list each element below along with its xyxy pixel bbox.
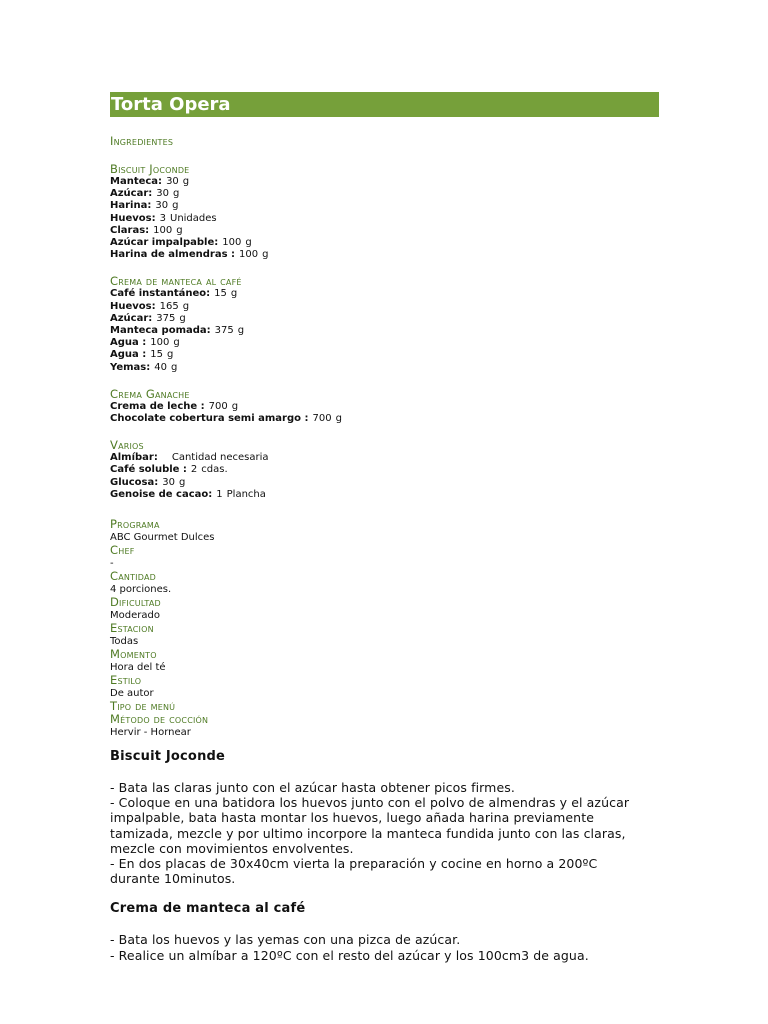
meta-value: 4 porciones. — [110, 584, 172, 596]
ingredient-row — [110, 249, 659, 261]
ingredient-unit: g — [166, 349, 174, 361]
recipe-steps — [110, 749, 659, 963]
ingredient-row — [110, 213, 659, 225]
ingredient-unit: g — [182, 300, 190, 312]
ingredient-row — [110, 176, 659, 188]
ingredient-unit: Plancha — [226, 488, 266, 500]
ingredient-row — [110, 489, 659, 501]
ingredient-unit: g — [182, 176, 190, 187]
meta-label: Dificultad — [110, 595, 161, 610]
ingredient-qty: Cantidad necesaria — [171, 452, 269, 464]
meta-value: De autor — [110, 688, 154, 700]
ingredient-qty: 2 — [190, 464, 198, 476]
ingredient-qty: 165 — [159, 300, 179, 312]
step-line: durante 10minutos. — [110, 871, 236, 887]
ingredient-name: Claras: — [110, 224, 150, 236]
meta-label: Estacion — [110, 621, 154, 636]
ingredient-qty: 15 — [214, 288, 227, 300]
ingredient-unit: g — [170, 361, 178, 373]
step-line: - Bata los huevos y las yemas con una pizca de azúcar. — [110, 932, 461, 948]
ingredient-qty: 700 — [312, 413, 332, 425]
ingredient-row — [110, 464, 659, 476]
ingredient-name: Azúcar: — [110, 188, 153, 200]
meta-value: Moderado — [110, 610, 160, 622]
ingredient-qty: 3 — [159, 212, 166, 224]
step-heading: Crema de manteca al café — [110, 901, 306, 917]
ingredient-name: Genoise de cacao: — [110, 488, 213, 500]
meta-label: Método de cocción — [110, 712, 209, 727]
ingredient-row — [110, 225, 659, 237]
ingredient-section-heading: Crema Ganache — [110, 386, 190, 401]
ingredient-row — [110, 413, 659, 425]
step-line: - En dos placas de 30x40cm vierta la preparación y cocine en horno a 200ºC — [110, 856, 598, 872]
ingredient-qty: 100 — [150, 337, 170, 349]
ingredient-name: Agua : — [110, 337, 147, 349]
ingredient-name: Café instantáneo: — [110, 288, 211, 300]
ingredient-row — [110, 188, 659, 200]
ingredient-qty: 700 — [208, 400, 228, 412]
step-line: - Realice un almíbar a 120ºC con el resto del azúcar y los 100cm3 de agua. — [110, 947, 589, 963]
meta-value: Todas — [110, 636, 139, 648]
recipe-meta — [110, 518, 659, 739]
ingredient-name: Azúcar: — [110, 312, 153, 324]
ingredient-section-heading: Crema de manteca al café — [110, 274, 242, 289]
ingredient-unit: g — [173, 337, 180, 349]
ingredient-name: Glucosa: — [110, 476, 159, 488]
ingredient-unit: g — [245, 237, 252, 249]
ingredient-unit: Unidades — [170, 212, 217, 224]
step-line: tamizada, mezcle y por ultimo incorpore la manteca fundida junto con las claras, — [110, 825, 626, 841]
ingredient-unit: g — [173, 188, 180, 200]
meta-label: Tipo de menú — [110, 699, 176, 714]
ingredients-label: Ingredientes — [110, 134, 174, 148]
meta-value: ABC Gourmet Dulces — [110, 532, 215, 544]
ingredient-row — [110, 452, 659, 464]
ingredient-qty: 1 — [216, 488, 223, 500]
ingredient-unit: g — [230, 288, 238, 300]
ingredient-name: Agua : — [110, 349, 147, 361]
ingredient-qty: 375 — [214, 325, 234, 337]
ingredient-name: Azúcar impalpable: — [110, 237, 219, 249]
ingredient-qty: 30 — [155, 200, 169, 212]
ingredient-section-heading: Varios — [110, 438, 144, 453]
ingredient-qty: 30 — [162, 476, 175, 488]
ingredient-row — [110, 288, 659, 300]
ingredient-name: Manteca pomada: — [110, 325, 211, 337]
ingredient-row — [110, 477, 659, 489]
meta-label: Momento — [110, 647, 157, 662]
ingredient-row — [110, 401, 659, 413]
step-line: mezcle con movimientos envolventes. — [110, 840, 354, 856]
ingredient-row — [110, 237, 659, 249]
meta-value: Hora del té — [110, 662, 166, 674]
ingredient-row — [110, 325, 659, 337]
step-line: - Bata las claras junto con el azúcar hasta obtener picos firmes. — [110, 780, 515, 796]
ingredient-qty: 30 — [166, 176, 179, 187]
meta-value: - — [110, 558, 114, 570]
ingredient-qty: 15 — [150, 349, 163, 361]
ingredient-name: Harina de almendras : — [110, 249, 236, 261]
ingredient-unit: g — [262, 249, 269, 261]
step-heading: Biscuit Joconde — [110, 749, 226, 765]
ingredient-row — [110, 200, 659, 212]
ingredient-row — [110, 313, 659, 325]
ingredient-row — [110, 362, 659, 374]
ingredient-section-heading: Biscuit Joconde — [110, 162, 190, 176]
ingredient-name: Huevos: — [110, 212, 156, 224]
ingredient-qty: 100 — [153, 224, 173, 236]
ingredient-unit: g — [231, 400, 239, 412]
meta-label: Chef — [110, 543, 135, 558]
ingredient-unit: g — [237, 325, 245, 337]
ingredient-unit: g — [172, 200, 179, 212]
ingredient-name: Crema de leche : — [110, 400, 205, 412]
ingredient-unit: g — [179, 476, 186, 488]
ingredient-sections — [110, 148, 659, 501]
ingredient-name: Harina: — [110, 200, 152, 212]
ingredient-qty: 100 — [239, 249, 259, 261]
ingredient-qty: 375 — [156, 312, 176, 324]
ingredient-name: Almíbar: — [110, 452, 158, 464]
recipe-title: Torta Opera — [110, 92, 659, 117]
ingredient-unit: g — [335, 413, 342, 425]
ingredient-row — [110, 301, 659, 313]
ingredient-row — [110, 349, 659, 361]
ingredient-qty: 40 — [154, 361, 167, 373]
step-line: - Coloque en una batidora los huevos junto con el polvo de almendras y el azúcar — [110, 795, 630, 811]
recipe-page — [110, 92, 659, 963]
meta-value: Hervir - Hornear — [110, 727, 191, 739]
ingredient-name: Chocolate cobertura semi amargo : — [110, 413, 309, 425]
step-line: impalpable, bata hasta montar los huevos, luego añada harina previamente — [110, 810, 594, 826]
ingredient-unit: cdas. — [201, 464, 228, 476]
meta-label: Programa — [110, 517, 160, 532]
meta-label: Estilo — [110, 673, 142, 688]
meta-label: Cantidad — [110, 569, 156, 584]
ingredient-unit: g — [179, 312, 186, 324]
ingredient-qty: 30 — [156, 188, 170, 200]
ingredient-unit: g — [176, 224, 183, 236]
ingredient-qty: 100 — [222, 237, 242, 249]
ingredient-name: Manteca: — [110, 176, 163, 187]
ingredient-name: Café soluble : — [110, 464, 187, 476]
ingredient-name: Yemas: — [110, 361, 151, 373]
ingredient-row — [110, 337, 659, 349]
ingredient-name: Huevos: — [110, 300, 156, 312]
